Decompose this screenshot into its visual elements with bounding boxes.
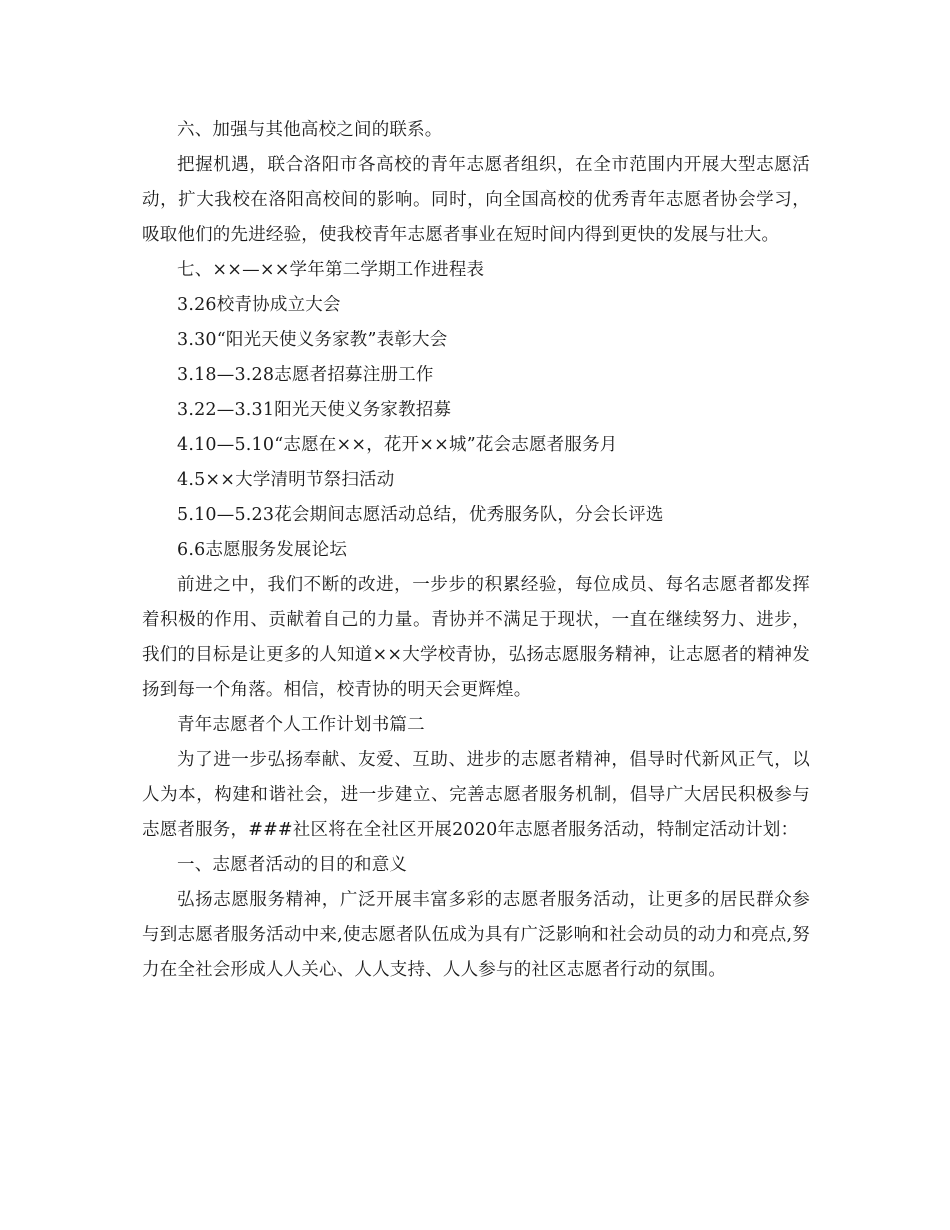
schedule-item: 5.10—5.23花会期间志愿活动总结，优秀服务队，分会长评选 — [177, 505, 664, 525]
schedule-item: 3.18—3.28志愿者招募注册工作 — [177, 365, 434, 385]
body-paragraph: 弘扬志愿服务精神，广泛开展丰富多彩的志愿者服务活动，让更多的居民群众参与到志愿者服务活动中来,使志愿者队伍成为具有广泛影响和社会动员的动力和亮点,努力在全社会形成人人关心、人人支持、人人参与的社区志愿者行动的氛围。 — [142, 890, 810, 980]
body-paragraph: 前进之中，我们不断的改进，一步步的积累经验，每位成员、每名志愿者都发挥着积极的作用、贡献着自己的力量。青协并不满足于现状，一直在继续努力、进步，我们的目标是让更多的人知道××大学校青协，弘扬志愿服务精神，让志愿者的精神发扬到每一个角落。相信，校青协的明天会更辉煌。 — [142, 575, 810, 700]
schedule-item: 4.5××大学清明节祭扫活动 — [177, 470, 395, 490]
section-heading-7: 七、××—××学年第二学期工作进程表 — [177, 260, 485, 280]
schedule-item: 3.22—3.31阳光天使义务家教招募 — [177, 400, 452, 420]
body-paragraph: 为了进一步弘扬奉献、友爱、互助、进步的志愿者精神，倡导时代新风正气，以人为本，构建和谐社会，进一步建立、完善志愿者服务机制，倡导广大居民积极参与志愿者服务，###社区将在全社区开展2020年志愿者服务活动，特制定活动计划： — [142, 750, 810, 840]
schedule-item: 6.6志愿服务发展论坛 — [177, 540, 348, 560]
schedule-item: 3.26校青协成立大会 — [177, 295, 341, 315]
section-heading-1: 一、志愿者活动的目的和意义 — [177, 855, 408, 875]
body-paragraph: 把握机遇，联合洛阳市各高校的青年志愿者组织，在全市范围内开展大型志愿活动，扩大我校在洛阳高校间的影响。同时，向全国高校的优秀青年志愿者协会学习，吸取他们的先进经验，使我校青年志愿者事业在短时间内得到更快的发展与壮大。 — [142, 155, 810, 245]
document-page — [142, 113, 810, 988]
schedule-item: 4.10—5.10“志愿在××，花开××城”花会志愿者服务月 — [177, 435, 618, 455]
schedule-item: 3.30“阳光天使义务家教”表彰大会 — [177, 330, 448, 350]
section-heading-6: 六、加强与其他高校之间的联系。 — [177, 120, 443, 140]
article-title: 青年志愿者个人工作计划书篇二 — [177, 715, 425, 735]
